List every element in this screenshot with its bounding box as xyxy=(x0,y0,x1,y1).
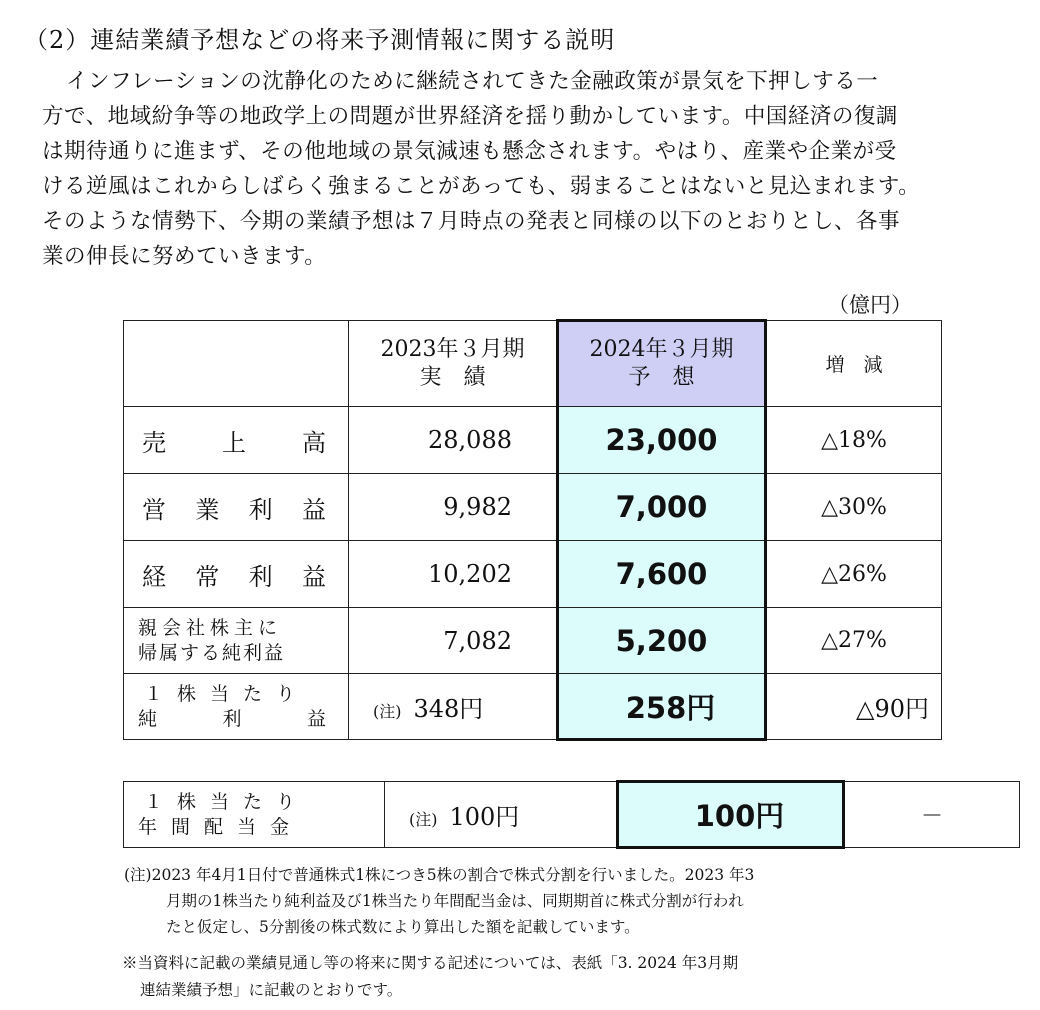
paragraph-line: は期待通りに進まず、その他地域の景気減速も懸念されます。やはり、産業や企業が受 xyxy=(42,139,897,164)
footnote-line: たと仮定し、5分割後の株式数により算出した額を記載しています。 xyxy=(166,918,640,936)
row-label-ordinary-income: 経 常 利 益 xyxy=(124,541,349,608)
row-label-eps xyxy=(124,674,349,740)
table-row xyxy=(124,541,942,608)
row-label-operating-income: 営 業 利 益 xyxy=(124,474,349,541)
actual-value: 28,088 xyxy=(349,407,558,474)
eps-actual: 348円 xyxy=(413,695,484,723)
paragraph-line: 方で、地域紛争等の地政学上の問題が世界経済を揺り動かしています。中国経済の復調 xyxy=(42,104,898,129)
forecast-value: 100円 xyxy=(618,782,844,848)
paragraph-line: そのような情勢下、今期の業績予想は７月時点の発表と同様の以下のとおりとし、各事 xyxy=(42,209,901,234)
row-label-line: １株当たり xyxy=(144,682,310,705)
change-value: △90円 xyxy=(766,674,942,740)
header-actual-label: 実 績 xyxy=(419,364,486,390)
paragraph-line: 業の伸長に努めていきます。 xyxy=(42,244,327,269)
header-forecast-period: 2024年３月期 xyxy=(589,337,734,362)
forecast-value: 5,200 xyxy=(558,608,766,674)
table-row xyxy=(124,782,1020,848)
change-value: △18% xyxy=(766,407,942,474)
paragraph-line: ける逆風はこれからしばらく強まることがあっても、弱まることはないと見込まれます。 xyxy=(42,174,921,199)
table-row xyxy=(124,407,942,474)
footnote xyxy=(124,862,944,940)
forecast-value: 7,600 xyxy=(558,541,766,608)
row-label-line: 年間配当金 xyxy=(138,815,304,838)
table-row xyxy=(124,674,942,740)
header-actual-period: 2023年３月期 xyxy=(380,336,525,362)
header-empty-cell xyxy=(124,321,349,407)
remark xyxy=(122,950,942,1004)
section-heading: （2）連結業績予想などの将来予測情報に関する説明 xyxy=(24,26,616,54)
forecast-table xyxy=(123,319,942,741)
row-label-dividend xyxy=(124,782,385,848)
footnote-line: (注)2023 年4月1日付で普通株式1株につき5株の割合で株式分割を行いました。2023 年3 xyxy=(124,866,755,884)
unit-label: （億円） xyxy=(828,293,912,317)
change-value: △30% xyxy=(766,474,942,541)
actual-value: 7,082 xyxy=(349,608,558,674)
header-change: 増 減 xyxy=(766,321,942,407)
remark-line: 連結業績予想」に記載のとおりです。 xyxy=(140,981,403,999)
remark-line: ※当資料に記載の業績見通し等の将来に関する記述については、表紙「3. 2024 年3月期 xyxy=(122,954,739,972)
header-forecast-label: 予 想 xyxy=(628,365,695,390)
row-label-line: 親会社株主に xyxy=(138,616,283,639)
change-value: △27% xyxy=(766,608,942,674)
forecast-value: 258円 xyxy=(558,674,766,740)
forecast-value: 7,000 xyxy=(558,474,766,541)
explanation-paragraph xyxy=(42,64,1022,274)
row-label-line: １株当たり xyxy=(144,790,310,813)
actual-value: 10,202 xyxy=(349,541,558,608)
row-label-line: 純 利 益 xyxy=(138,707,326,730)
row-label-net-income xyxy=(124,608,349,674)
actual-value xyxy=(385,782,618,848)
note-marker: (注) xyxy=(409,810,438,829)
header-forecast xyxy=(558,321,766,407)
dividend-actual: 100円 xyxy=(449,803,520,831)
dividend-table xyxy=(123,780,1020,849)
header-actual xyxy=(349,321,558,407)
note-marker: (注) xyxy=(373,702,402,721)
table-row xyxy=(124,608,942,674)
change-value: △26% xyxy=(766,541,942,608)
row-label-sales: 売 上 高 xyxy=(124,407,349,474)
table-row xyxy=(124,474,942,541)
actual-value: 9,982 xyxy=(349,474,558,541)
actual-value xyxy=(349,674,558,740)
change-value: － xyxy=(844,782,1020,848)
paragraph-line: インフレーションの沈静化のために継続されてきた金融政策が景気を下押しする一 xyxy=(66,69,879,94)
row-label-line: 帰属する純利益 xyxy=(138,641,286,664)
footnote-line: 月期の1株当たり純利益及び1株当たり年間配当金は、同期期首に株式分割が行われ xyxy=(166,892,744,910)
forecast-value: 23,000 xyxy=(558,407,766,474)
